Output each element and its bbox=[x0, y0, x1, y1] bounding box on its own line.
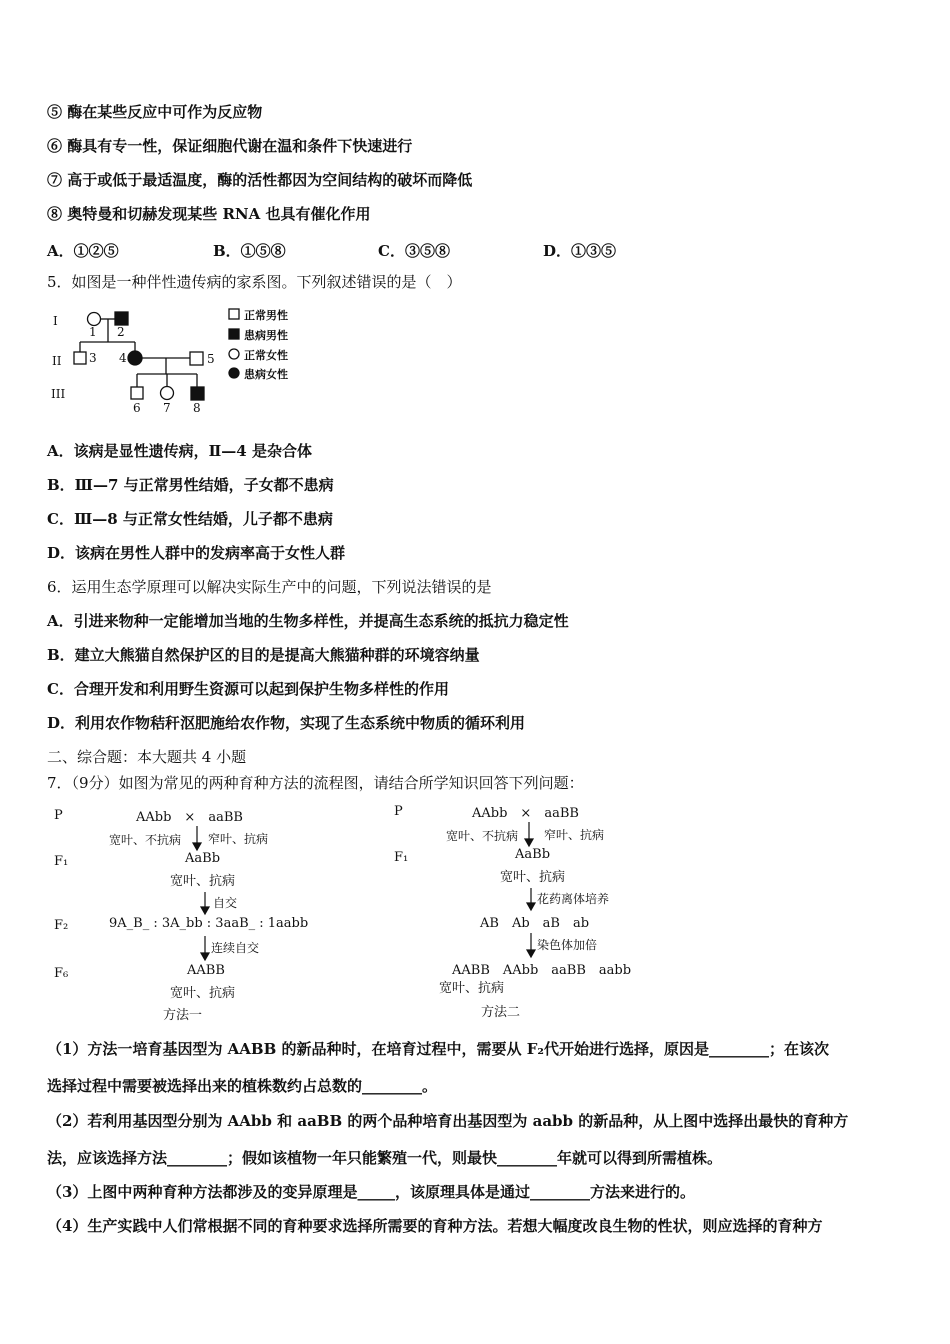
q6-option-d: D．利用农作物秸秆沤肥施给农作物，实现了生态系统中物质的循环利用 bbox=[47, 714, 526, 732]
m2-gen-p: P bbox=[394, 804, 403, 819]
m1-gen-f6: F₆ bbox=[54, 966, 69, 981]
m1-parent-cross: AAbb × aaBB bbox=[136, 810, 243, 825]
q4-option-b: B．①⑤⑧ bbox=[213, 242, 286, 260]
m2-gametes: AB Ab aB ab bbox=[480, 916, 590, 931]
m1-f6-pheno: 宽叶、抗病 bbox=[170, 986, 236, 1001]
q6-option-b: B．建立大熊猫自然保护区的目的是提高大熊猫种群的环境容纳量 bbox=[47, 646, 480, 664]
q7-sub3: （3）上图中两种育种方法都涉及的变异原理是_____，该原理具体是通过________方法来进行的。 bbox=[47, 1183, 695, 1201]
q6-stem: 6．运用生态学原理可以解决实际生产中的问题，下列说法错误的是 bbox=[47, 578, 492, 596]
m2-caption: 方法二 bbox=[481, 1005, 521, 1020]
q7-sub4: （4）生产实践中人们常根据不同的育种要求选择所需要的育种方法。若想大幅度改良生物的性状，则应选择的育种方 bbox=[47, 1217, 823, 1235]
q6-option-c: C．合理开发和利用野生资源可以起到保护生物多样性的作用 bbox=[47, 680, 449, 698]
section-title: 二、综合题：本大题共 4 小题 bbox=[47, 748, 247, 766]
m2-parent-left-pheno: 宽叶、不抗病 bbox=[446, 829, 519, 843]
q4-item-8: ⑧ 奥特曼和切赫发现某些 RNA 也具有催化作用 bbox=[47, 205, 371, 223]
q4-item-5: ⑤ 酶在某些反应中可作为反应物 bbox=[47, 103, 263, 121]
legend-normal-female: 正常女性 bbox=[244, 349, 288, 362]
m1-gen-f2: F₂ bbox=[54, 918, 69, 933]
m1-parent-left-pheno: 宽叶、不抗病 bbox=[109, 833, 182, 847]
m2-step-doubling: 染色体加倍 bbox=[537, 938, 598, 952]
q7-sub1-line2: 选择过程中需要被选择出来的植株数约占总数的________。 bbox=[47, 1077, 438, 1095]
q4-item-6: ⑥ 酶具有专一性，保证细胞代谢在温和条件下快速进行 bbox=[47, 137, 413, 155]
m1-caption: 方法一 bbox=[163, 1008, 203, 1023]
m1-f1-pheno: 宽叶、抗病 bbox=[170, 874, 236, 889]
q7-stem: 7．（9分）如图为常见的两种育种方法的流程图，请结合所学知识回答下列问题： bbox=[47, 774, 584, 792]
pedigree-num-3: 3 bbox=[89, 351, 97, 365]
q7-sub2-line2: 法，应该选择方法________；假如该植物一年只能繁殖一代，则最快________年就可以得到所需植株。 bbox=[47, 1149, 723, 1167]
m2-result-genotypes: AABB AAbb aaBB aabb bbox=[452, 963, 632, 978]
q4-option-d: D．①③⑤ bbox=[543, 242, 617, 260]
m1-step-continuous-selfing: 连续自交 bbox=[211, 941, 260, 955]
m1-f6-genotype: AABB bbox=[187, 963, 225, 978]
m2-parent-cross: AAbb × aaBB bbox=[472, 806, 579, 821]
pedigree-num-2: 2 bbox=[117, 325, 125, 339]
m2-result-pheno: 宽叶、抗病 bbox=[439, 981, 505, 996]
legend-affected-female: 患病女性 bbox=[244, 368, 288, 381]
q7-sub1-line1: （1）方法一培育基因型为 AABB 的新品种时，在培育过程中，需要从 F₂代开始进行选择，原因是________；在该次 bbox=[47, 1040, 829, 1058]
pedigree-num-6: 6 bbox=[133, 401, 141, 415]
m1-gen-f1: F₁ bbox=[54, 854, 69, 869]
m1-step-selfing: 自交 bbox=[213, 896, 238, 910]
pedigree-num-5: 5 bbox=[207, 352, 215, 366]
pedigree-gen-1: I bbox=[53, 314, 58, 328]
pedigree-gen-2: II bbox=[52, 354, 62, 368]
q5-option-c: C．Ⅲ—8 与正常女性结婚，儿子都不患病 bbox=[47, 510, 333, 528]
q5-option-b: B．Ⅲ—7 与正常男性结婚，子女都不患病 bbox=[47, 476, 334, 494]
pedigree-gen-3: III bbox=[51, 387, 66, 401]
legend-affected-male: 患病男性 bbox=[244, 329, 288, 342]
q4-option-a: A．①②⑤ bbox=[47, 242, 119, 260]
m1-f2-ratio: 9A_B_ : 3A_bb : 3aaB_ : 1aabb bbox=[109, 916, 309, 931]
pedigree-num-7: 7 bbox=[163, 401, 171, 415]
m2-gen-f1: F₁ bbox=[394, 850, 409, 865]
m1-gen-p: P bbox=[54, 808, 63, 823]
m2-step-anther-culture: 花药离体培养 bbox=[537, 892, 610, 906]
q7-sub2-line1: （2）若利用基因型分别为 AAbb 和 aaBB 的两个品种培育出基因型为 aabb 的新品种，从上图中选择出最快的育种方 bbox=[47, 1112, 849, 1130]
q5-option-a: A．该病是显性遗传病，Ⅱ—4 是杂合体 bbox=[47, 442, 312, 460]
m1-parent-right-pheno: 窄叶、抗病 bbox=[208, 832, 269, 846]
q4-option-c: C．③⑤⑧ bbox=[378, 242, 450, 260]
pedigree-num-4: 4 bbox=[119, 351, 127, 365]
legend-normal-male: 正常男性 bbox=[244, 309, 288, 322]
m2-f1-pheno: 宽叶、抗病 bbox=[500, 870, 566, 885]
q4-item-7: ⑦ 高于或低于最适温度，酶的活性都因为空间结构的破坏而降低 bbox=[47, 171, 473, 189]
q5-option-d: D．该病在男性人群中的发病率高于女性人群 bbox=[47, 544, 346, 562]
m1-f1-genotype: AaBb bbox=[185, 851, 221, 866]
q5-stem: 5．如图是一种伴性遗传病的家系图。下列叙述错误的是（ ） bbox=[47, 273, 462, 291]
q6-option-a: A．引进来物种一定能增加当地的生物多样性，并提高生态系统的抵抗力稳定性 bbox=[47, 612, 569, 630]
pedigree-num-8: 8 bbox=[193, 401, 201, 415]
m2-parent-right-pheno: 窄叶、抗病 bbox=[544, 828, 605, 842]
m2-f1-genotype: AaBb bbox=[515, 847, 551, 862]
pedigree-num-1: 1 bbox=[89, 325, 97, 339]
